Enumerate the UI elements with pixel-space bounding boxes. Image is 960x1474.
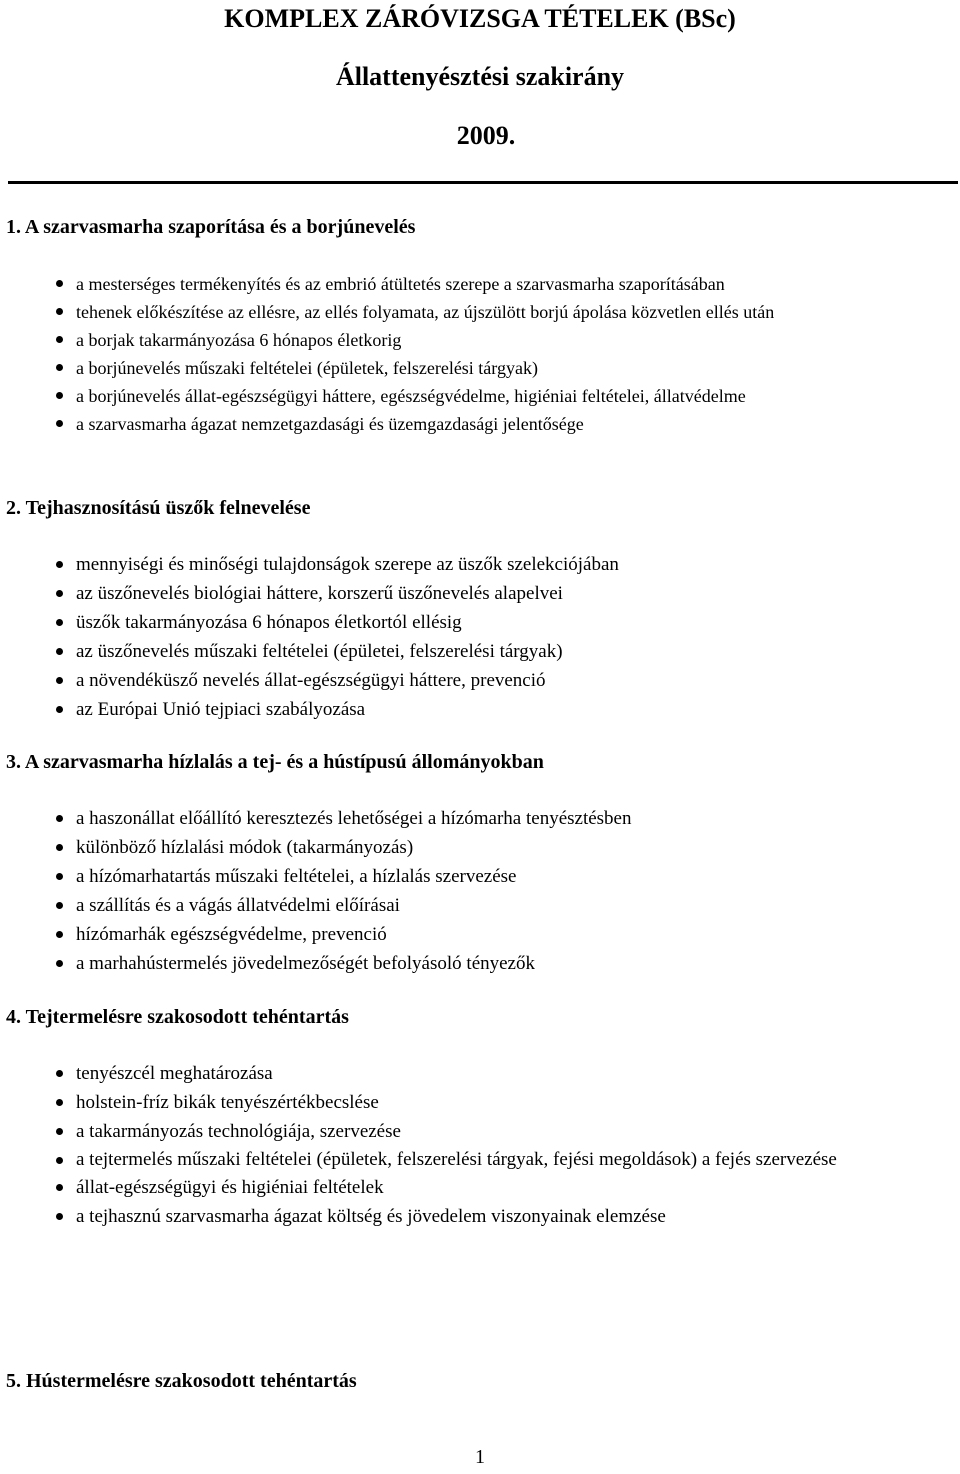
section-heading: 1. A szarvasmarha szaporítása és a borjúnevelés	[6, 216, 416, 238]
list-item: a borjúnevelés állat-egészségügyi háttere, egészségvédelme, higiéniai feltételei, állatvédelme	[0, 382, 960, 410]
bullet-icon	[56, 392, 63, 399]
list-item: a tejhasznú szarvasmarha ágazat költség és jövedelem viszonyainak elemzése	[0, 1202, 960, 1231]
bullet-icon	[56, 420, 63, 427]
section-heading: 5. Hústermelésre szakosodott tehéntartás	[6, 1370, 357, 1392]
list-item: a marhahústermelés jövedelmezőségét befolyásoló tényezők	[0, 949, 960, 978]
bullet-icon	[56, 1070, 63, 1077]
section-heading: 3. A szarvasmarha hízlalás a tej- és a hústípusú állományokban	[6, 751, 544, 773]
list-item: tenyészcél meghatározása	[0, 1059, 960, 1088]
list-item: hízómarhák egészségvédelme, prevenció	[0, 920, 960, 949]
list-item: a szállítás és a vágás állatvédelmi előírásai	[0, 891, 960, 920]
bullet-icon	[56, 677, 63, 684]
bullet-icon	[56, 873, 63, 880]
section-list	[0, 1059, 960, 1231]
document-subtitle: Állattenyésztési szakirány	[335, 62, 625, 91]
bullet-icon	[56, 336, 63, 343]
document-title: KOMPLEX ZÁRÓVIZSGA TÉTELEK (BSc)	[224, 4, 736, 33]
list-item: az üszőnevelés biológiai háttere, korszerű üszőnevelés alapelvei	[0, 579, 960, 608]
list-item: a növendéküsző nevelés állat-egészségügyi háttere, prevenció	[0, 666, 960, 695]
list-item: tehenek előkészítése az ellésre, az ellés folyamata, az újszülött borjú ápolása közvetlen ellés után	[0, 298, 960, 326]
bullet-icon	[56, 902, 63, 909]
list-item: állat-egészségügyi és higiéniai feltételek	[0, 1173, 960, 1202]
section-list	[0, 270, 960, 438]
bullet-icon	[56, 561, 63, 568]
section-heading: 2. Tejhasznosítású üszők felnevelése	[6, 497, 311, 519]
list-item: a mesterséges termékenyítés és az embrió átültetés szerepe a szarvasmarha szaporításában	[0, 270, 960, 298]
list-item: a haszonállat előállító keresztezés lehetőségei a hízómarha tenyésztésben	[0, 804, 960, 833]
list-item: mennyiségi és minőségi tulajdonságok szerepe az üszők szelekciójában	[0, 550, 960, 579]
list-item: a takarmányozás technológiája, szervezése	[0, 1117, 960, 1146]
list-item: a borjúnevelés műszaki feltételei (épületek, felszerelési tárgyak)	[0, 354, 960, 382]
list-item: a hízómarhatartás műszaki feltételei, a hízlalás szervezése	[0, 862, 960, 891]
bullet-icon	[56, 960, 63, 967]
bullet-icon	[56, 1213, 63, 1220]
section-list	[0, 550, 960, 724]
page-number: 1	[475, 1446, 485, 1468]
bullet-icon	[56, 844, 63, 851]
bullet-icon	[56, 815, 63, 822]
bullet-icon	[56, 1157, 63, 1164]
bullet-icon	[56, 619, 63, 626]
list-item: az Európai Unió tejpiaci szabályozása	[0, 695, 960, 724]
bullet-icon	[56, 931, 63, 938]
list-item: üszők takarmányozása 6 hónapos életkortól ellésig	[0, 608, 960, 637]
bullet-icon	[56, 706, 63, 713]
bullet-icon	[56, 308, 63, 315]
list-item: különböző hízlalási módok (takarmányozás)	[0, 833, 960, 862]
bullet-icon	[56, 280, 63, 287]
section-list	[0, 804, 960, 978]
list-item: a borjak takarmányozása 6 hónapos életkorig	[0, 326, 960, 354]
bullet-icon	[56, 648, 63, 655]
section-heading: 4. Tejtermelésre szakosodott tehéntartás	[6, 1006, 349, 1028]
bullet-icon	[56, 1128, 63, 1135]
header-divider	[8, 181, 958, 184]
list-item: a szarvasmarha ágazat nemzetgazdasági és üzemgazdasági jelentősége	[0, 410, 960, 438]
bullet-icon	[56, 1184, 63, 1191]
bullet-icon	[56, 364, 63, 371]
document-year: 2009.	[456, 121, 516, 150]
list-item: a tejtermelés műszaki feltételei (épületek, felszerelési tárgyak, fejési megoldások) a fejés szervezése	[0, 1146, 960, 1173]
bullet-icon	[56, 1099, 63, 1106]
list-item: az üszőnevelés műszaki feltételei (épületei, felszerelési tárgyak)	[0, 637, 960, 666]
bullet-icon	[56, 590, 63, 597]
list-item: holstein-fríz bikák tenyészértékbecslése	[0, 1088, 960, 1117]
